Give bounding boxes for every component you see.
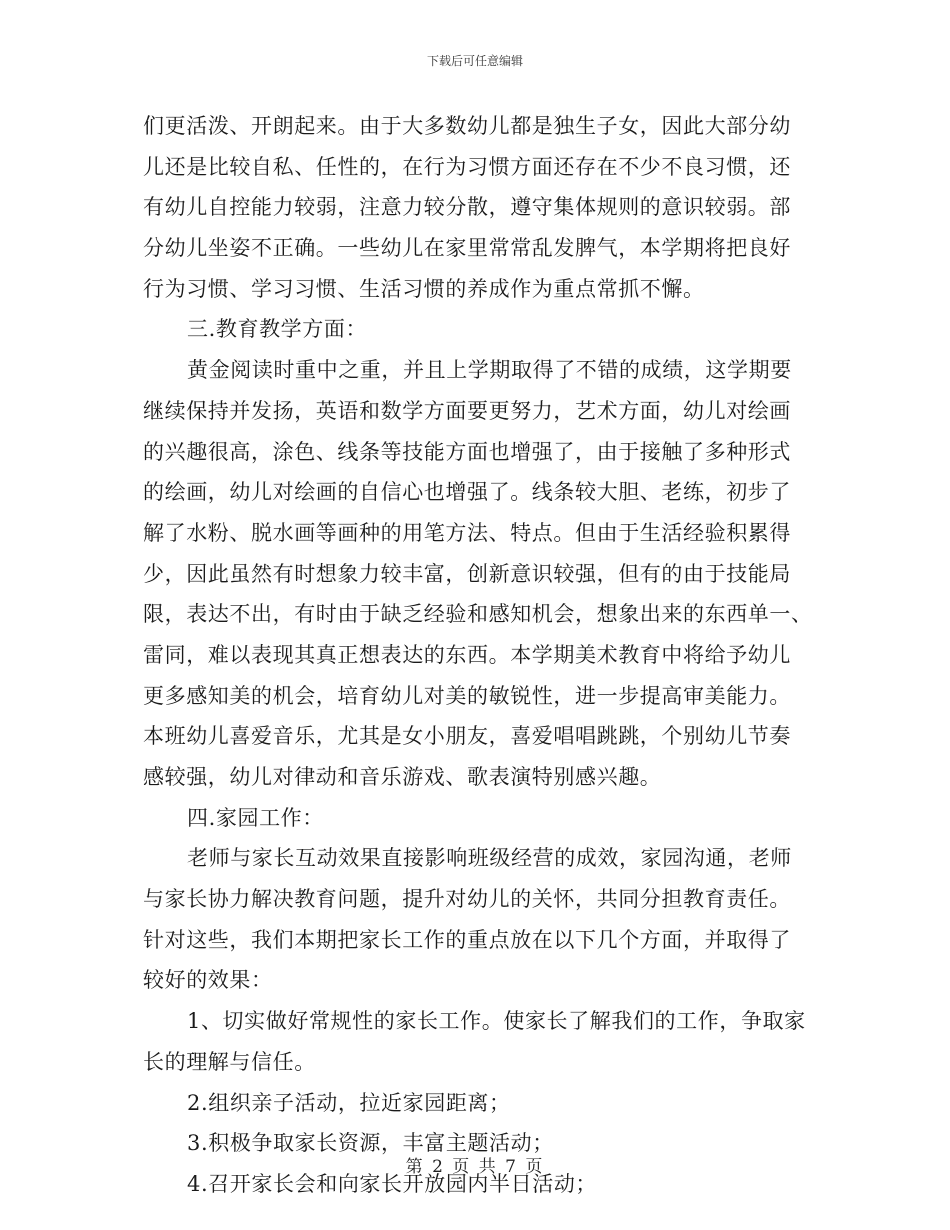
- text-line: 行为习惯、学习习惯、生活习惯的养成作为重点常抓不懈。: [143, 276, 705, 301]
- page-footer: 第 2 页 共 7 页: [405, 1157, 545, 1177]
- text-line: 有幼儿自控能力较弱，注意力较分散，遵守集体规则的意识较弱。部: [143, 195, 791, 220]
- text-line: 解了水粉、脱水画等画种的用笔方法、特点。但由于生活经验积累得: [143, 520, 791, 545]
- text-line: 更多感知美的机会，培育幼儿对美的敏锐性，进一步提高审美能力。: [143, 683, 791, 708]
- text-line: 针对这些，我们本期把家长工作的重点放在以下几个方面，并取得了: [143, 927, 791, 952]
- text-line: 少，因此虽然有时想象力较丰富，创新意识较强，但有的由于技能局: [143, 561, 791, 586]
- text-line: 长的理解与信任。: [143, 1049, 316, 1074]
- text-line: 雷同，难以表现其真正想表达的东西。本学期美术教育中将给予幼儿: [143, 642, 791, 667]
- text-line: 继续保持并发扬，英语和数学方面要更努力，艺术方面，幼儿对绘画: [143, 398, 791, 423]
- document-body: [143, 106, 813, 1205]
- text-line: 们更活泼、开朗起来。由于大多数幼儿都是独生子女，因此大部分幼: [143, 114, 791, 138]
- text-line: 的兴趣很高，涂色、线条等技能方面也增强了，由于接触了多种形式: [143, 439, 791, 464]
- text-line: 较好的效果：: [143, 968, 273, 993]
- text-line: 黄金阅读时重中之重，并且上学期取得了不错的成绩，这学期要: [187, 358, 792, 383]
- text-line: 2.组织亲子活动，拉近家园距离；: [187, 1090, 511, 1115]
- page-header: 下载后可任意编辑: [426, 54, 523, 68]
- text-line: 儿还是比较自私、任性的，在行为习惯方面还存在不少不良习惯，还: [143, 154, 791, 179]
- text-line: 的绘画，幼儿对绘画的自信心也增强了。线条较大胆、老练，初步了: [143, 480, 791, 505]
- text-line: 本班幼儿喜爱音乐，尤其是女小朋友，喜爱唱唱跳跳，个别幼儿节奏: [143, 724, 791, 749]
- text-line: 3.积极争取家长资源，丰富主题活动；: [187, 1131, 554, 1156]
- text-line: 三.教育教学方面：: [187, 317, 368, 342]
- text-line: 1、切实做好常规性的家长工作。使家长了解我们的工作，争取家: [187, 1009, 806, 1034]
- text-line: 4.召开家长会和向家长开放园内半日活动；: [187, 1171, 598, 1196]
- text-line: 分幼儿坐姿不正确。一些幼儿在家里常常乱发脾气，本学期将把良好: [143, 236, 791, 261]
- text-line: 感较强，幼儿对律动和音乐游戏、歌表演特别感兴趣。: [143, 765, 662, 789]
- text-line: 老师与家长互动效果直接影响班级经营的成效，家园沟通，老师: [187, 846, 792, 871]
- text-line: 与家长协力解决教育问题，提升对幼儿的关怀，共同分担教育责任。: [143, 887, 791, 912]
- text-line: 四.家园工作：: [187, 805, 324, 830]
- text-line: 限，表达不出，有时由于缺乏经验和感知机会，想象出来的东西单一、: [143, 602, 813, 627]
